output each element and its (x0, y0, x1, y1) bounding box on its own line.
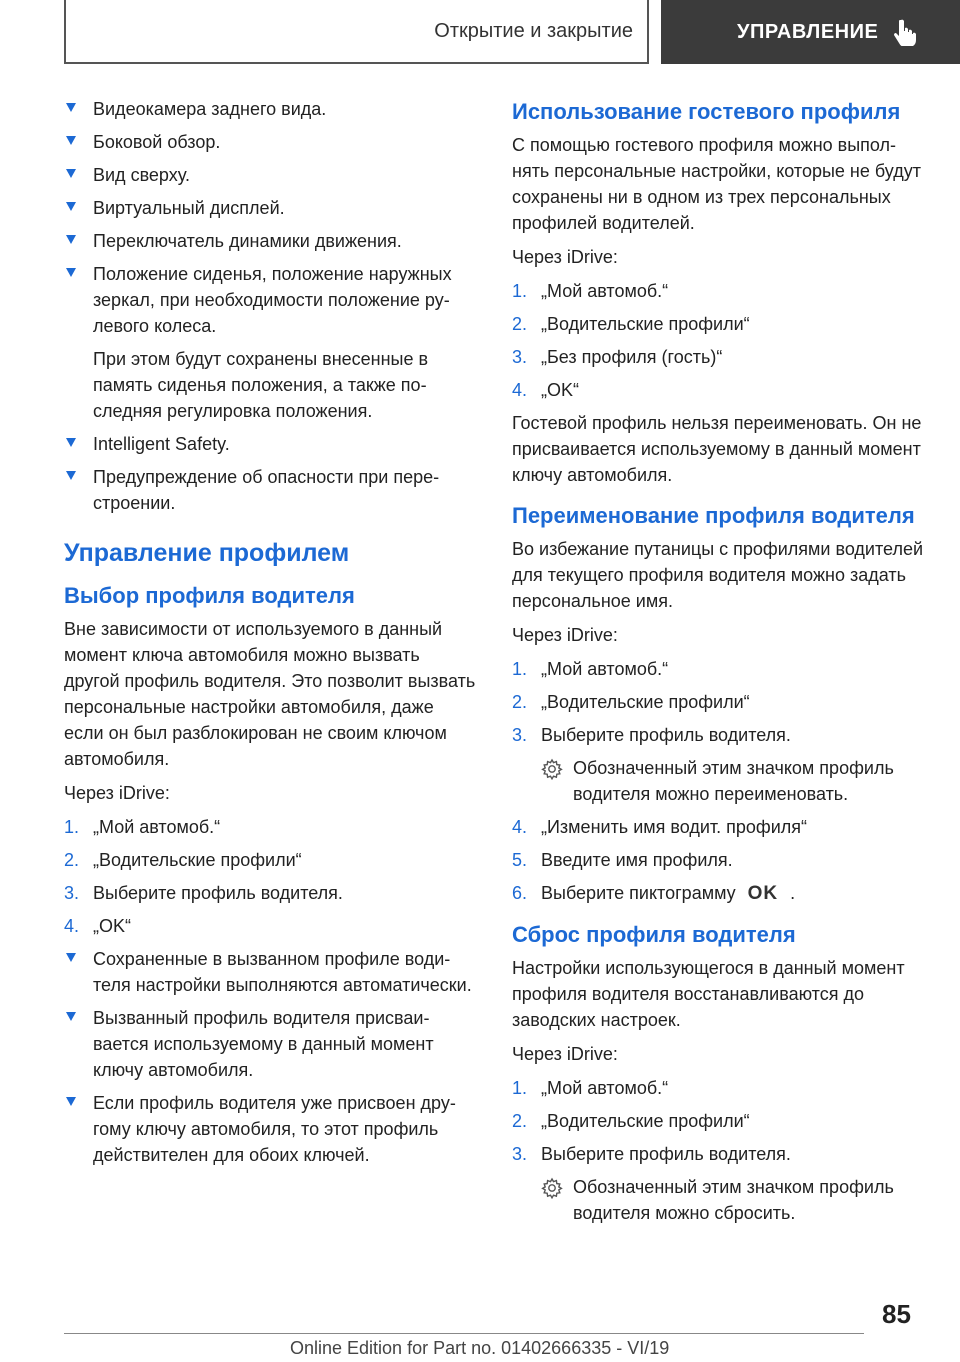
bullet-triangle-icon (66, 169, 76, 178)
step-item: 3. Выберите профиль водителя. (64, 883, 343, 903)
ok-pictogram-icon: OK (747, 883, 779, 904)
paragraph: Настройки использующегося в данный момент профиля водителя восстанавливаются до заводских настроек. (512, 958, 905, 1030)
step-item: 1. „Мой автомоб.“ (512, 1078, 669, 1098)
bullet-triangle-icon (66, 471, 76, 480)
chapter-header (661, 0, 960, 64)
note-item: Обозначенный этим значком профиль водителя можно сбросить. (512, 1174, 926, 1226)
paragraph: Гостевой профиль нельзя переименовать. Он не присваивается используемому в данный момент ключу автомобиля. (512, 413, 922, 485)
bullet-triangle-icon (66, 202, 76, 211)
paragraph: Вне зависимости от используемого в данный момент ключа автомобиля можно вызвать другой профиль водителя. Это позволит вызвать персональные настройки автомобиля, даже если он был разблокирован не своим ключом автомобиля. (64, 619, 476, 769)
list-item: Переключатель динамики движения. (64, 228, 478, 254)
via-label: Через iDrive: (512, 1044, 618, 1064)
bullet-triangle-icon (66, 268, 76, 277)
step-item: 2. „Водительские профили“ (512, 692, 750, 712)
list-item: Сохраненные в вызванном профиле водителя настройки выполняются автоматически. (64, 946, 478, 998)
paragraph: С помощью гостевого профиля можно выполнять персональные настройки, которые не будут сохранены ни в одном из трех персональных профилей водителей. (512, 135, 921, 233)
via-label: Через iDrive: (512, 625, 618, 645)
chapter-title: УПРАВЛЕНИЕ (737, 20, 879, 43)
list-item: Видеокамера заднего вида. (64, 96, 478, 122)
paragraph: Во избежание путаницы с профилями водителей для текущего профиля водителя можно задать персональное имя. (512, 539, 924, 611)
left-column (64, 96, 478, 1175)
step-item: 3. Выберите профиль водителя. (512, 1144, 791, 1164)
step-item: 2. „Водительские профили“ (64, 850, 302, 870)
step-item: 1. „Мой автомоб.“ (64, 817, 221, 837)
step-item: 6. Выберите пиктограмму OK . (512, 880, 926, 907)
hand-pointer-icon (892, 18, 918, 46)
list-item: Если профиль водителя уже присвоен другому ключу автомобиля, то этот профиль действителен для обоих ключей. (64, 1090, 478, 1168)
bullet-triangle-icon (66, 103, 76, 112)
step-item: 1. „Мой автомоб.“ (512, 281, 669, 301)
step-item: 2. „Водительские профили“ (512, 314, 750, 334)
subsection-heading: Выбор профиля водителя (64, 583, 355, 608)
bullet-triangle-icon (66, 953, 76, 962)
via-label: Через iDrive: (64, 783, 170, 803)
step-item: 4. „Изменить имя водит. профиля“ (512, 817, 808, 837)
step-item: 4. „OK“ (512, 380, 579, 400)
note-item: Обозначенный этим значком профиль водителя можно переименовать. (512, 755, 926, 807)
bullet-triangle-icon (66, 1097, 76, 1106)
step-item: 3. Выберите профиль водителя. (512, 725, 791, 745)
subsection-heading: Сброс профиля водителя (512, 922, 796, 947)
section-title: Открытие и закрытие (434, 19, 633, 42)
step-item: 3. „Без профиля (гость)“ (512, 347, 723, 367)
list-subtext: При этом будут сохранены внесенные в память сиденья положения, а также последняя регулировка положения. (93, 349, 429, 421)
via-label: Через iDrive: (512, 247, 618, 267)
list-item: Положение сиденья, положение наружных зеркал, при необходимости положение рулевого колеса. (64, 261, 478, 339)
list-item: Intelligent Safety. (64, 431, 478, 457)
subsection-heading: Переименование профиля водителя (512, 503, 915, 528)
step-item: 4. „OK“ (64, 916, 131, 936)
list-item: Вызванный профиль водителя присваивается используемому в данный момент ключу автомобиля. (64, 1005, 478, 1083)
list-item: Вид сверху. (64, 162, 478, 188)
step-item: 2. „Водительские профили“ (512, 1111, 750, 1131)
list-item: Боковой обзор. (64, 129, 478, 155)
section-heading: Управление профилем (64, 539, 350, 567)
bullet-triangle-icon (66, 438, 76, 447)
bullet-triangle-icon (66, 1012, 76, 1021)
footer-divider (64, 1333, 864, 1334)
step-item: 1. „Мой автомоб.“ (512, 659, 669, 679)
bullet-triangle-icon (66, 235, 76, 244)
section-header (64, 0, 649, 64)
page-number: 85 (882, 1299, 911, 1329)
subsection-heading: Использование гостевого профиля (512, 99, 901, 124)
bullet-triangle-icon (66, 136, 76, 145)
list-item: Предупреждение об опасности при перестроении. (64, 464, 478, 516)
list-item: Виртуальный дисплей. (64, 195, 478, 221)
gear-icon (541, 1177, 563, 1199)
step-item: 5. Введите имя профиля. (512, 850, 733, 870)
right-column (512, 96, 926, 1233)
gear-icon (541, 758, 563, 780)
footer-edition: Online Edition for Part no. 01402666335 - VI/19 (290, 1338, 670, 1358)
